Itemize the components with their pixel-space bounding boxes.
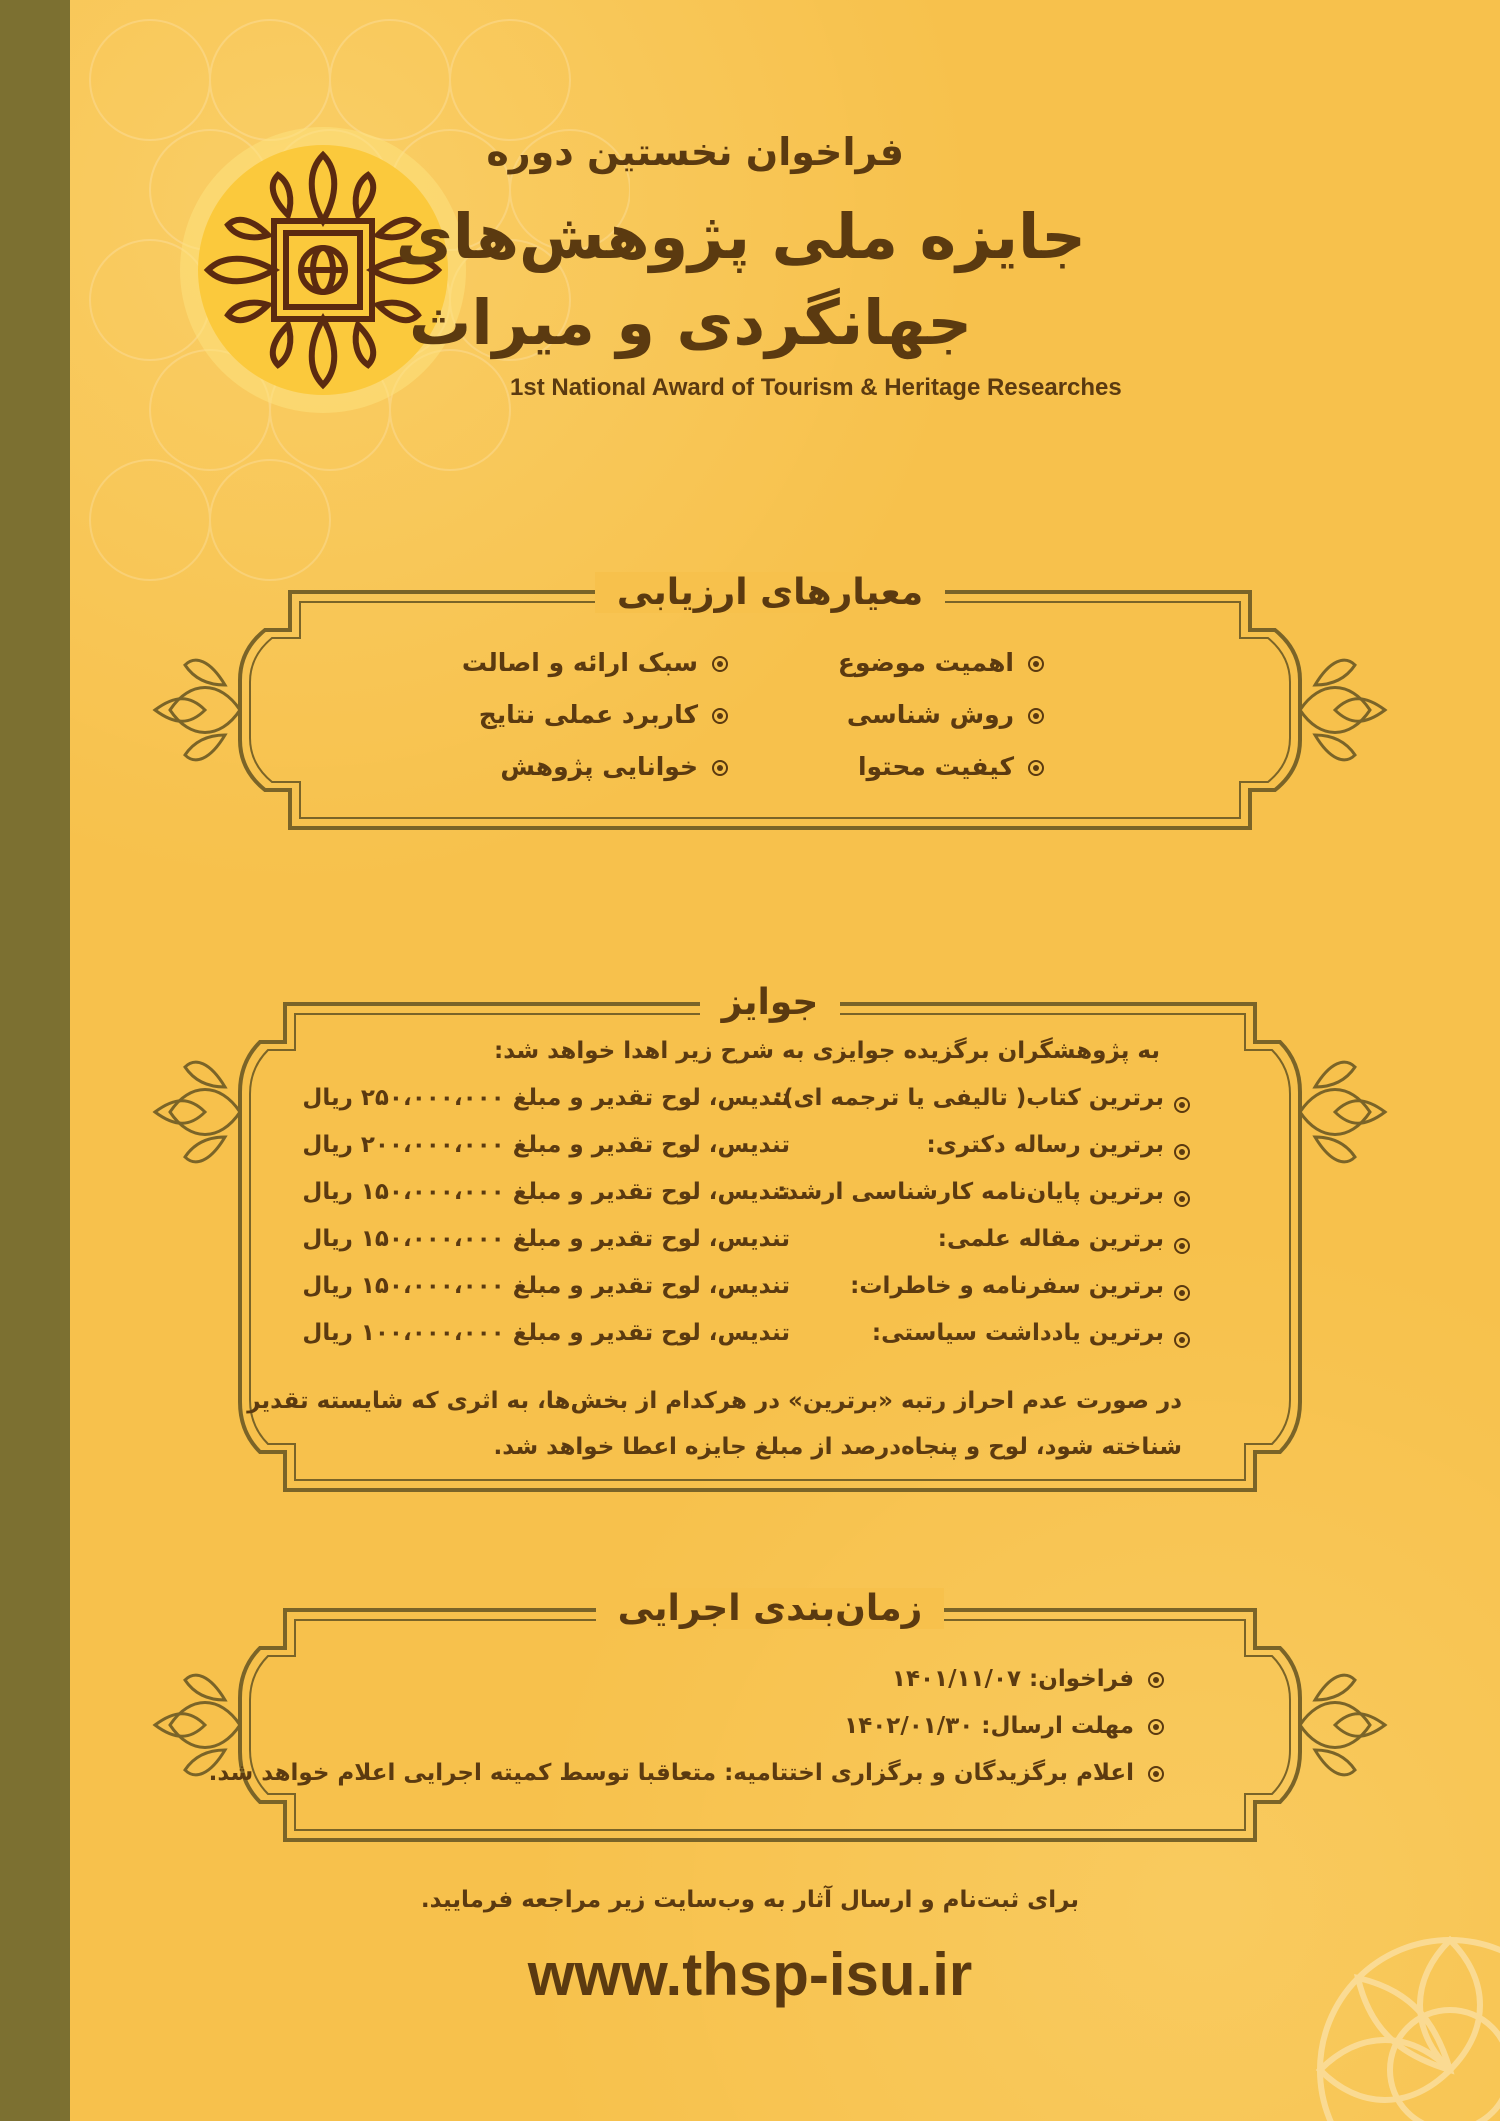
english-title: 1st National Award of Tourism & Heritage Researches <box>510 374 1122 401</box>
criterion-item: خوانایی پژوهش <box>500 752 728 781</box>
circle-bullet-icon <box>1028 708 1044 724</box>
timeline-item: اعلام برگزیدگان و برگزاری اختتامیه: متعاقبا توسط کمیته اجرایی اعلام خواهد شد. <box>209 1760 1164 1786</box>
award-prize: تندیس، لوح تقدیر و مبلغ ۱۵۰،۰۰۰،۰۰۰ ریال <box>302 1273 790 1299</box>
award-prize: تندیس، لوح تقدیر و مبلغ ۲۰۰،۰۰۰،۰۰۰ ریال <box>302 1132 790 1158</box>
arabesque-ornament-icon <box>150 1598 1390 1852</box>
side-band <box>0 0 70 2121</box>
circle-bullet-icon <box>712 760 728 776</box>
circle-bullet-icon <box>1174 1332 1190 1348</box>
awards-title: جوایز <box>150 982 1390 1023</box>
circle-bullet-icon <box>1028 656 1044 672</box>
circle-bullet-icon <box>712 708 728 724</box>
circle-bullet-icon <box>712 656 728 672</box>
footer-note: برای ثبت‌نام و ارسال آثار به وب‌سایت زیر مراجعه فرمایید. <box>420 1887 1080 1913</box>
circle-bullet-icon <box>1174 1144 1190 1160</box>
timeline-frame <box>150 1588 1390 1852</box>
timeline-item: فراخوان: ۱۴۰۱/۱۱/۰۷ <box>892 1666 1164 1692</box>
criterion-item: اهمیت موضوع <box>838 648 1044 677</box>
circle-bullet-icon <box>1174 1285 1190 1301</box>
arabesque-ornament-icon <box>150 580 1390 840</box>
website-link[interactable]: www.thsp-isu.ir <box>527 1941 973 2008</box>
circle-bullet-icon <box>1148 1766 1164 1782</box>
criteria-frame <box>150 572 1390 840</box>
criterion-item: سبک ارائه و اصالت <box>462 648 728 677</box>
award-label: برترین کتاب( تالیفی یا ترجمه ای): <box>773 1085 1164 1111</box>
award-label: برترین مقاله علمی: <box>937 1226 1164 1252</box>
award-prize: تندیس، لوح تقدیر و مبلغ ۱۵۰،۰۰۰،۰۰۰ ریال <box>302 1226 790 1252</box>
circle-bullet-icon <box>1148 1719 1164 1735</box>
criteria-title: معیارهای ارزیابی <box>150 572 1390 613</box>
criterion-item: کیفیت محتوا <box>858 752 1044 781</box>
award-row <box>302 1320 1190 1360</box>
main-title-line2: جهانگردی و میراث <box>409 286 972 359</box>
timeline-title: زمان‌بندی اجرایی <box>150 1588 1390 1629</box>
circle-bullet-icon <box>1148 1672 1164 1688</box>
award-label: برترین سفرنامه و خاطرات: <box>850 1273 1164 1299</box>
award-row <box>302 1226 1190 1266</box>
criterion-item: روش شناسی <box>847 700 1044 729</box>
main-title-line1: جایزه ملی پژوهش‌های <box>395 200 1086 273</box>
award-row <box>302 1179 1190 1219</box>
pre-title: فراخوان نخستین دوره <box>486 130 904 174</box>
circle-bullet-icon <box>1174 1238 1190 1254</box>
circle-bullet-icon <box>1174 1191 1190 1207</box>
award-row <box>302 1132 1190 1172</box>
timeline-item: مهلت ارسال: ۱۴۰۲/۰۱/۳۰ <box>844 1713 1164 1739</box>
award-prize: تندیس، لوح تقدیر و مبلغ ۲۵۰،۰۰۰،۰۰۰ ریال <box>302 1085 790 1111</box>
flower-ornament-icon <box>1210 1830 1500 2121</box>
award-label: برترین پایان‌نامه کارشناسی ارشد: <box>777 1179 1164 1205</box>
awards-note: در صورت عدم احراز رتبه «برترین» در هرکدام از بخش‌ها، به اثری که شایسته تقدیر شناخته شود، لوح و پنجاه‌درصد از مبلغ جایزه اعطا خواهد شد. <box>247 1388 1182 1460</box>
award-prize: تندیس، لوح تقدیر و مبلغ ۱۰۰،۰۰۰،۰۰۰ ریال <box>302 1320 790 1346</box>
award-label: برترین رساله دکتری: <box>926 1132 1164 1158</box>
award-row <box>302 1085 1190 1125</box>
award-row <box>302 1273 1190 1313</box>
criterion-item: کاربرد عملی نتایج <box>479 700 728 729</box>
award-label: برترین یادداشت سیاستی: <box>871 1320 1164 1346</box>
award-prize: تندیس، لوح تقدیر و مبلغ ۱۵۰،۰۰۰،۰۰۰ ریال <box>302 1179 790 1205</box>
circle-bullet-icon <box>1028 760 1044 776</box>
circle-bullet-icon <box>1174 1097 1190 1113</box>
awards-intro: به پژوهشگران برگزیده جوایزی به شرح زیر اهدا خواهد شد: <box>494 1038 1160 1064</box>
